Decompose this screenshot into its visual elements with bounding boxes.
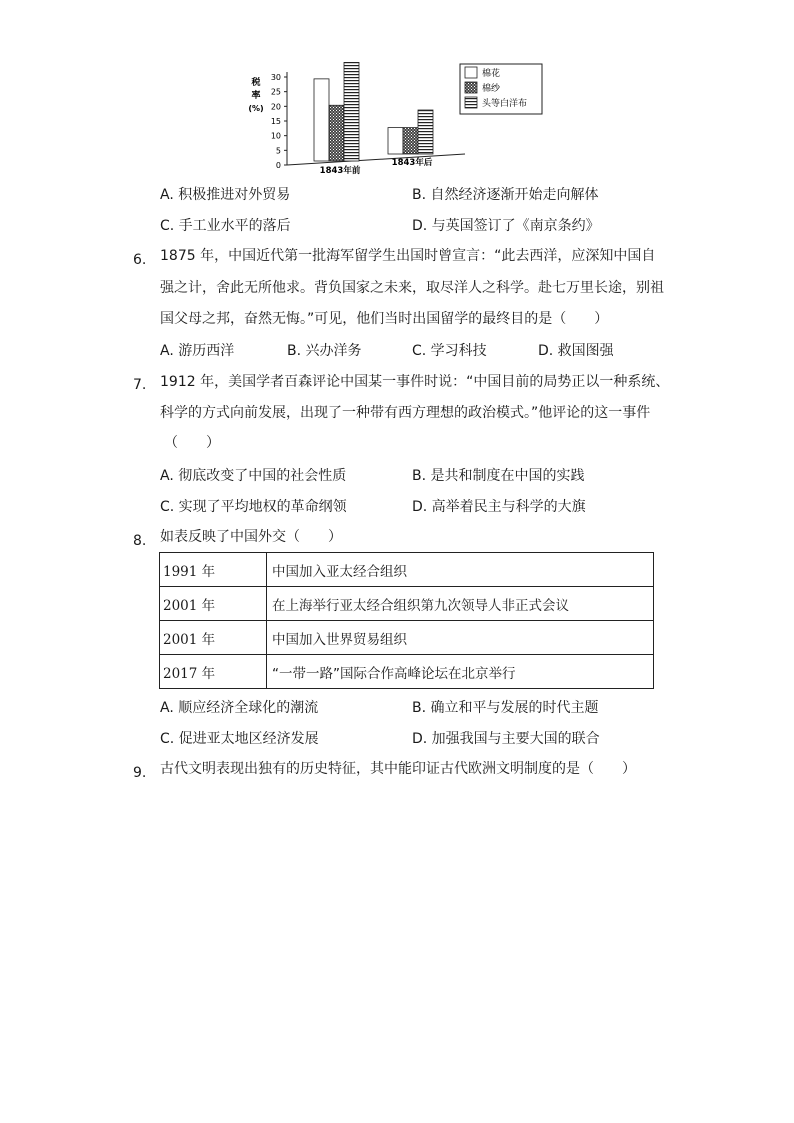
q8-option-b[interactable]: B. 确立和平与发展的时代主题 xyxy=(412,700,599,716)
bar-2-1 xyxy=(418,110,433,154)
q5-option-a[interactable]: A. 积极推进对外贸易 xyxy=(160,187,291,203)
q8-number: 8. xyxy=(133,533,147,549)
bar-2-0 xyxy=(344,62,359,161)
table-cell-year: 2001 年 xyxy=(160,587,267,621)
y-tick-label: 15 xyxy=(270,117,281,126)
q8-option-a[interactable]: A. 顺应经济全球化的潮流 xyxy=(160,700,319,716)
table-cell-event: 中国加入世界贸易组织 xyxy=(267,621,654,655)
legend-swatch xyxy=(465,97,477,108)
bar-0-0 xyxy=(314,79,329,161)
q7-option-b[interactable]: B. 是共和制度在中国的实践 xyxy=(412,468,585,484)
bar-0-1 xyxy=(388,128,403,154)
legend-label: 棉纱 xyxy=(482,84,501,94)
y-tick-label: 0 xyxy=(275,161,281,170)
q6-option-c[interactable]: C. 学习科技 xyxy=(412,343,487,359)
diplomacy-table xyxy=(159,552,654,689)
q7-option-a[interactable]: A. 彻底改变了中国的社会性质 xyxy=(160,468,347,484)
q9-stem: 古代文明表现出独有的历史特征，其中能印证古代欧洲文明制度的是（ ） xyxy=(160,761,636,777)
q6-number: 6. xyxy=(133,252,147,268)
q7-stem-line-2: 科学的方式向前发展，出现了一种带有西方理想的政治模式。”他评论的这一事件 xyxy=(160,405,651,421)
q8-stem: 如表反映了中国外交（ ） xyxy=(160,529,342,545)
q8-option-d[interactable]: D. 加强我国与主要大国的联合 xyxy=(412,731,600,747)
q6-stem-line-3: 国父母之邦，奋然无悔。”可见，他们当时出国留学的最终目的是（ ） xyxy=(160,311,609,327)
q6-option-d[interactable]: D. 救国图强 xyxy=(538,343,614,359)
q7-stem-line-1: 1912 年，美国学者百森评论中国某一事件时说：“中国目前的局势正以一种系统、 xyxy=(160,374,670,390)
legend-label: 棉花 xyxy=(482,69,501,79)
y-axis-label-2: 率 xyxy=(251,91,261,101)
bar-1-0 xyxy=(329,105,344,161)
chart-legend xyxy=(460,64,542,114)
tariff-chart xyxy=(240,62,560,182)
legend-swatch xyxy=(465,82,477,93)
q6-option-a[interactable]: A. 游历西洋 xyxy=(160,343,235,359)
q5-option-c[interactable]: C. 手工业水平的落后 xyxy=(160,218,291,234)
table-row xyxy=(160,587,654,621)
table-cell-year: 2001 年 xyxy=(160,621,267,655)
table-row xyxy=(160,655,654,689)
y-tick-label: 10 xyxy=(270,131,281,141)
y-axis-label-1: 税 xyxy=(251,78,261,88)
y-axis-label-3: (%) xyxy=(248,104,264,113)
q6-option-b[interactable]: B. 兴办洋务 xyxy=(287,343,362,359)
q5-option-b[interactable]: B. 自然经济逐渐开始走向解体 xyxy=(412,187,599,203)
table-cell-event: 在上海举行亚太经合组织第九次领导人非正式会议 xyxy=(267,587,654,621)
table-cell-event: 中国加入亚太经合组织 xyxy=(267,553,654,587)
q7-number: 7. xyxy=(133,377,147,393)
table-row xyxy=(160,553,654,587)
x-category-label: 1843年后 xyxy=(391,158,433,168)
y-tick-label: 20 xyxy=(270,102,281,112)
bar-1-1 xyxy=(403,128,418,154)
q7-option-c[interactable]: C. 实现了平均地权的革命纲领 xyxy=(160,499,347,515)
table-cell-event: “一带一路”国际合作高峰论坛在北京举行 xyxy=(267,655,654,689)
legend-label: 头等白洋布 xyxy=(482,99,528,109)
q8-option-c[interactable]: C. 促进亚太地区经济发展 xyxy=(160,731,319,747)
q6-stem-line-2: 强之计，舍此无所他求。背负国家之未来，取尽洋人之科学。赴七万里长途，别祖 xyxy=(160,280,664,296)
table-cell-year: 1991 年 xyxy=(160,553,267,587)
y-tick-label: 30 xyxy=(270,73,281,82)
q9-number: 9. xyxy=(133,765,147,781)
x-category-label: 1843年前 xyxy=(319,166,361,176)
y-tick-label: 25 xyxy=(270,87,281,97)
q7-option-d[interactable]: D. 高举着民主与科学的大旗 xyxy=(412,499,586,515)
q5-option-d[interactable]: D. 与英国签订了《南京条约》 xyxy=(412,218,600,234)
legend-swatch xyxy=(465,67,477,78)
table-row xyxy=(160,621,654,655)
q6-stem-line-1: 1875 年，中国近代第一批海军留学生出国时曾宣言：“此去西洋，应深知中国自 xyxy=(160,248,656,264)
y-tick-label: 5 xyxy=(275,146,281,156)
q7-stem-line-3: （ ） xyxy=(164,435,220,451)
table-cell-year: 2017 年 xyxy=(160,655,267,689)
